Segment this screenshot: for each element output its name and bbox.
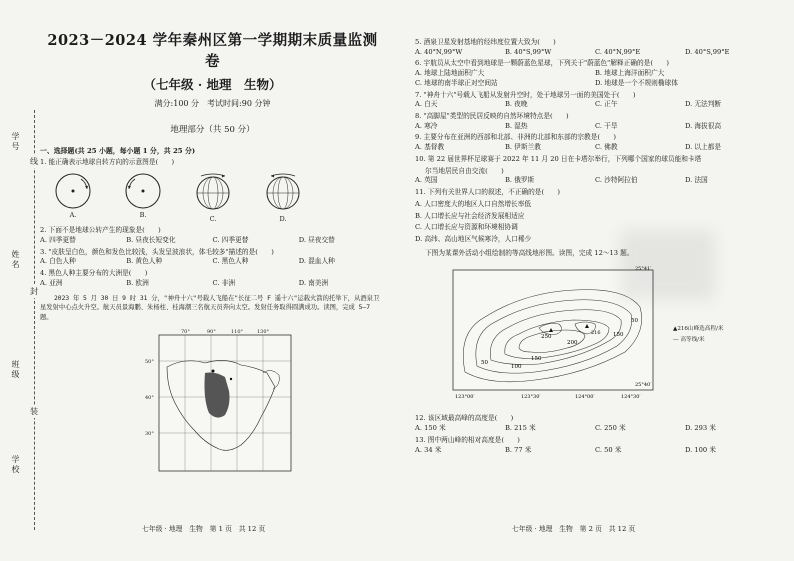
label-class: 班级 — [11, 360, 20, 380]
lon-label-123-30: 123°30′ — [521, 394, 541, 401]
contour-label-200: 200 — [567, 340, 578, 347]
map-label-130e: 130° — [257, 328, 270, 335]
lon-label-123: 123°00′ — [455, 394, 475, 401]
page-2-footer: 七年级 · 地理 生物 第 2 页 共 12 页 — [512, 525, 636, 533]
globe-options — [48, 171, 308, 224]
question-11-option-b: B. 人口增长应与社会经济发展相适应 — [415, 211, 525, 220]
question-13: 13. 图中两山峰的相对高度是( ) — [415, 435, 520, 444]
exam-subtitle: （七年级 · 地理 生物） — [143, 77, 282, 93]
section-heading: 一、选择题(共 25 小题，每小题 1 分，共 25 分) — [40, 147, 196, 156]
question-13-options: A. 34 米 B. 77 米 C. 50 米 D. 100 米 — [415, 445, 716, 454]
legend-contour: — 高等线/米 — [673, 337, 705, 343]
topo-intro: 下图为某课外活动小组绘制的等高线地形图。读图，完成 12～13 题。 — [425, 248, 634, 257]
label-student-id: 学号 — [11, 132, 20, 152]
legend-peak: ▲216山峰选高程/米 — [673, 326, 724, 333]
question-11: 11. 下列有关世界人口的叙述，不正确的是( ) — [415, 188, 561, 197]
question-9: 9. 主要分布在亚洲的西部和北部、非洲的北部和东部的宗教是( ) — [415, 133, 616, 142]
question-5: 5. 酒泉卫星发射基地的经纬度位置大致为( ) — [415, 38, 556, 46]
contour-label-150-right: 150 — [613, 332, 624, 339]
exam-title: 2023－2024 学年秦州区第一学期期末质量监测卷 — [47, 32, 378, 71]
globe-b-drawing — [123, 171, 163, 211]
contour-legend — [673, 324, 723, 345]
lat-label-bottom: 25°40′ — [635, 382, 652, 389]
peak-label: 216 — [591, 330, 601, 337]
map-label-50n: 50° — [145, 358, 154, 365]
globe-c-drawing — [191, 171, 235, 215]
question-10-line-1: 10. 第 22 届世界杯足球赛于 2022 年 11 月 20 日在卡塔尔举行，下列哪个国家的球员能和卡塔 — [415, 154, 702, 163]
contour-label-50-right: 50 — [631, 318, 638, 325]
question-5-options: A. 40°N,99°W B. 40°S,99°W C. 40°N,99°E D. 40°S,99°E — [415, 47, 730, 56]
question-4-options: A. 亚洲 B. 欧洲 C. 非洲 D. 南美洲 — [40, 278, 329, 287]
map-label-30n: 30° — [145, 430, 154, 437]
lat-label-top: 25°41′ — [635, 266, 652, 273]
question-3: 3. "皮肤呈白色，颜色和发色比较浅，头发呈波浪状，体毛较多"描述的是( ) — [40, 247, 274, 256]
globe-d-drawing — [261, 171, 305, 215]
question-8-options: A. 寒冷 B. 湿热 C. 干旱 D. 海拔很高 — [415, 121, 722, 130]
question-4: 4. 黑色人种主要分布的大洲是( ) — [40, 269, 148, 278]
question-11-option-d: D. 高纬、高山地区气候寒冷，人口稀少 — [415, 234, 532, 243]
question-12-options: A. 150 米 B. 215 米 C. 250 米 D. 293 米 — [415, 424, 716, 433]
question-6: 6. 宇航员从太空中看到地球是一颗蔚蓝色星球，下列关于"蔚蓝色"解释正确的是( ) — [415, 59, 669, 68]
page-2 — [415, 36, 775, 455]
china-region-map — [145, 327, 295, 475]
dashed-cut-line — [34, 110, 35, 530]
launch-site-map — [145, 327, 295, 475]
question-3-options: A. 白色人种 B. 黄色人种 C. 黑色人种 D. 混血人种 — [40, 257, 335, 266]
map-label-90e: 90° — [207, 328, 216, 335]
globe-option-a: A. — [48, 171, 98, 224]
question-6-options-cd: C. 地球的南半球正对空间站 D. 地球是一个不规则椭球体 — [415, 78, 678, 87]
globe-option-b: B. — [118, 171, 168, 224]
contour-label-50: 50 — [481, 360, 488, 367]
reading-passage: 2023 年 5 月 30 日 9 时 31 分，"神舟十六"号载人飞船在"长征二号 F 遥十六"运载火箭的托举下，从酒泉卫星发射中心点火升空。航天员景海鹏、朱杨柱、桂海潮三名航天员奔向太空。发射任务取得圆满成功。读图，完成 5—7 题。 — [40, 294, 380, 322]
contour-label-100: 100 — [511, 364, 522, 371]
contour-label-150-left: 150 — [531, 356, 542, 363]
contour-map — [435, 262, 765, 412]
question-6-options-ab: A. 地球上陆地面积广大 B. 地球上海洋面积广大 — [415, 69, 665, 78]
exam-meta: 满分:100 分 考试时间:90 分钟 — [154, 99, 271, 109]
seal-char-2: 封 — [30, 287, 38, 296]
lon-label-124-30: 124°30′ — [621, 394, 641, 401]
page-1 — [40, 30, 385, 475]
map-label-70e: 70° — [181, 328, 190, 335]
question-11-option-a: A. 人口密度大的地区人口自然增长率低 — [415, 199, 532, 208]
seal-char-1: 线 — [30, 157, 38, 166]
label-school: 学校 — [11, 455, 20, 475]
question-2: 2. 下面不是地球公转产生的现象是( ) — [40, 226, 161, 235]
question-10-options: A. 英国 B. 俄罗斯 C. 沙特阿拉伯 D. 法国 — [415, 176, 708, 185]
question-2-options: A. 四季更替 B. 昼夜长短变化 C. 四季更替 D. 昼夜交替 — [40, 235, 335, 244]
lon-label-124: 124°00′ — [575, 394, 595, 401]
question-1: 1. 能正确表示地球自转方向的示意图是( ) — [40, 158, 175, 167]
question-7: 7. "神舟十六"号载人飞船从发射升空时，处于地球另一面的美国处于( ) — [415, 90, 636, 99]
globe-a-drawing — [53, 171, 93, 211]
show-through-shadow — [620, 230, 715, 300]
contour-label-250: 250 — [541, 334, 552, 341]
question-7-options: A. 白天 B. 夜晚 C. 正午 D. 无法判断 — [415, 100, 722, 109]
page-1-footer: 七年级 · 地理 生物 第 1 页 共 12 页 — [142, 525, 266, 533]
question-12: 12. 该区域最高峰的高度是( ) — [415, 414, 514, 423]
binding-margin — [4, 110, 38, 530]
map-label-110e: 110° — [231, 328, 244, 335]
question-9-options: A. 基督教 B. 伊斯兰教 C. 佛教 D. 以上都是 — [415, 143, 722, 152]
seal-char-3: 装 — [30, 407, 38, 416]
question-11-option-c: C. 人口增长应与资源和环境相协调 — [415, 223, 518, 232]
label-name: 姓名 — [11, 250, 20, 270]
map-label-40n: 40° — [145, 394, 154, 401]
globe-option-d: D. — [258, 171, 308, 224]
question-8: 8. "高脚屋"类型的民居反映的自然环境特点是( ) — [415, 112, 569, 121]
part-heading: 地理部分（共 50 分） — [170, 124, 255, 135]
question-10-line-2: 尔当地居民自由交流( ) — [425, 166, 504, 175]
globe-option-c: C. — [188, 171, 238, 224]
